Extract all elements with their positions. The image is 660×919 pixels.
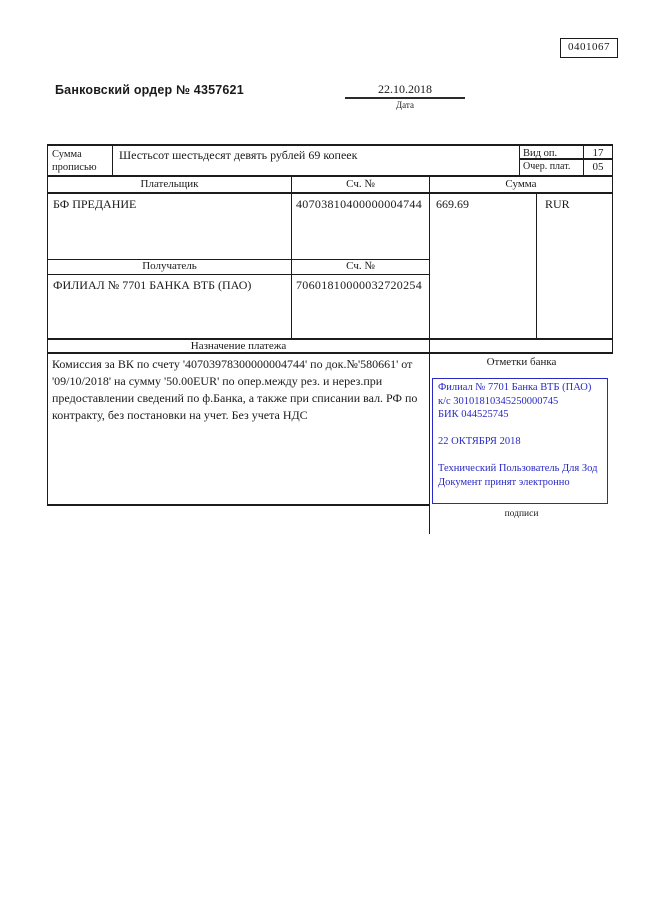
recipient-account-header: Сч. № (291, 260, 429, 275)
form-code-box (560, 38, 618, 58)
date-label: Дата (396, 100, 414, 110)
bank-stamp (432, 378, 608, 504)
date-line (345, 97, 465, 99)
purpose-text: Комиссия за ВК по счету '40703978300000004744' по док.№'580661' от '09/10/2018' на сумму '50.00EUR' по опер.между рез. и нерез.при предоставлении сведений по ф.Банка, а также при списании вал. РФ по контракту, без постановки на учет. Без учета НДС (47, 354, 429, 506)
currency-code: RUR (536, 194, 613, 340)
priority-value: 05 (583, 160, 613, 177)
stamp-line (438, 422, 602, 436)
stamp-line: к/с 30101810345250000745 (438, 395, 559, 407)
payer-section-header: Плательщик (47, 177, 291, 194)
recipient-section-header: Получатель (47, 260, 291, 275)
op-type-value: 17 (583, 144, 613, 160)
purpose-section-header: Назначение платежа (47, 340, 429, 354)
priority-label: Очер. плат. (519, 160, 583, 177)
order-table (47, 144, 613, 534)
amount-in-words-label: Сумма прописью (47, 144, 112, 177)
amount-column-header: Сумма (429, 177, 613, 194)
stamp-line: Технический Пользователь Для Зод (438, 463, 598, 474)
document-title: Банковский ордер № 4357621 (55, 83, 244, 97)
recipient-name: ФИЛИАЛ № 7701 БАНКА ВТБ (ПАО) (47, 275, 291, 340)
amount-in-words: Шестьсот шестьдесят девять рублей 69 копеек (112, 144, 519, 177)
amount-value: 669.69 (429, 194, 536, 340)
stamp-line: Документ принят электронно (438, 476, 570, 488)
payer-account: 40703810400000004744 (291, 194, 429, 260)
bank-marks-header: Отметки банка (486, 356, 557, 368)
purpose-header-spacer (429, 340, 613, 354)
bank-marks-section (429, 354, 613, 534)
form-code: 0401067 (568, 41, 610, 53)
stamp-line: 22 ОКТЯБРЯ 2018 (438, 436, 521, 447)
payer-name: БФ ПРЕДАНИЕ (47, 194, 291, 260)
date-value: 22.10.2018 (378, 82, 432, 96)
signatures-label: подписи (504, 509, 539, 519)
payer-account-header: Сч. № (291, 177, 429, 194)
recipient-account: 70601810000032720254 (291, 275, 429, 340)
stamp-line: БИК 044525745 (438, 409, 509, 420)
stamp-line (438, 449, 602, 463)
stamp-line: Филиал № 7701 Банка ВТБ (ПАО) (438, 382, 592, 393)
op-type-label: Вид оп. (519, 144, 583, 160)
